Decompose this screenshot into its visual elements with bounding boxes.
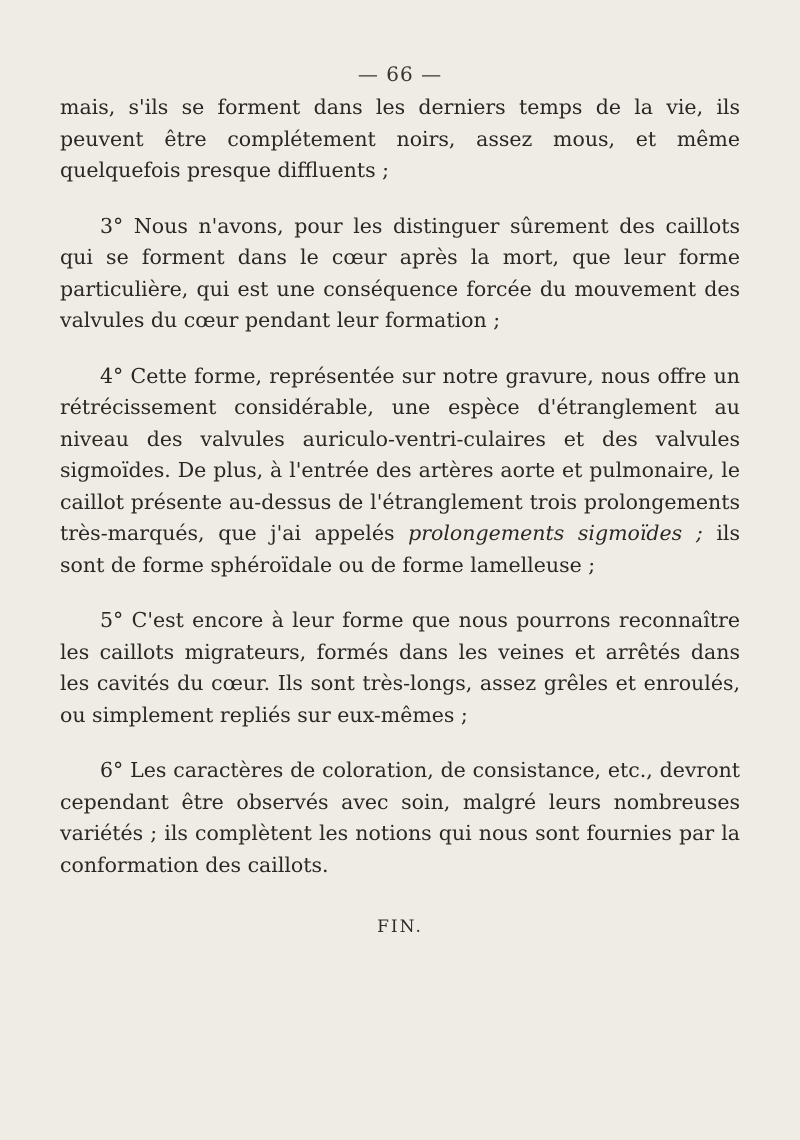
paragraph-text-after: ils sont de forme sphéroïdale ou de forme lamelleuse ; (60, 521, 740, 577)
paragraph-text: Cette forme, représentée sur notre gravure, nous offre un rétrécissement considérable, une espèce d'étranglement au niveau des valvules auriculo-ventri-culaires et des valvules sigmoïdes. De plus, à l'entrée des artères aorte et pulmonaire, le caillot présente au-dessus de l'étranglement trois prolongements très-marqués, que j'ai appelés (60, 363, 740, 545)
paragraph-text: Les caractères de coloration, de consistance, etc., devront cependant être observés avec soin, malgré leurs nombreuses variétés ; ils complètent les notions qui nous sont fournies par la conformation des caillots. (60, 758, 741, 877)
paragraph-continuation (60, 92, 740, 187)
paragraph-item-6 (60, 755, 740, 881)
paragraph-text: C'est encore à leur forme que nous pourrons reconnaître les caillots migrateurs, formés dans les veines et arrêtés dans les cavités du cœur. Ils sont très-longs, assez grêles et enroulés, ou simplement repliés sur eux-mêmes ; (60, 608, 741, 727)
end-label: FIN. (377, 917, 423, 937)
page-number: — 66 — (357, 62, 443, 86)
paragraph-item-5 (60, 605, 740, 731)
paragraph-text: Nous n'avons, pour les distinguer sûrement des caillots qui se forment dans le cœur après la mort, que leur forme particulière, qui est une conséquence forcée du mouvement des valvules du cœur pendant leur formation ; (60, 213, 741, 332)
item-number: 3° (100, 213, 134, 238)
paragraph-item-4 (60, 361, 740, 582)
paragraph-item-3 (60, 211, 740, 337)
item-number: 6° (100, 758, 131, 782)
item-number: 4° (100, 363, 131, 388)
italic-term: prolongements sigmoïdes ; (408, 521, 703, 545)
paragraph-text: mais, s'ils se forment dans les derniers temps de la vie, ils peuvent être complétement noirs, assez mous, et même quelquefois presque diffluents ; (60, 95, 740, 182)
item-number: 5° (100, 608, 132, 632)
